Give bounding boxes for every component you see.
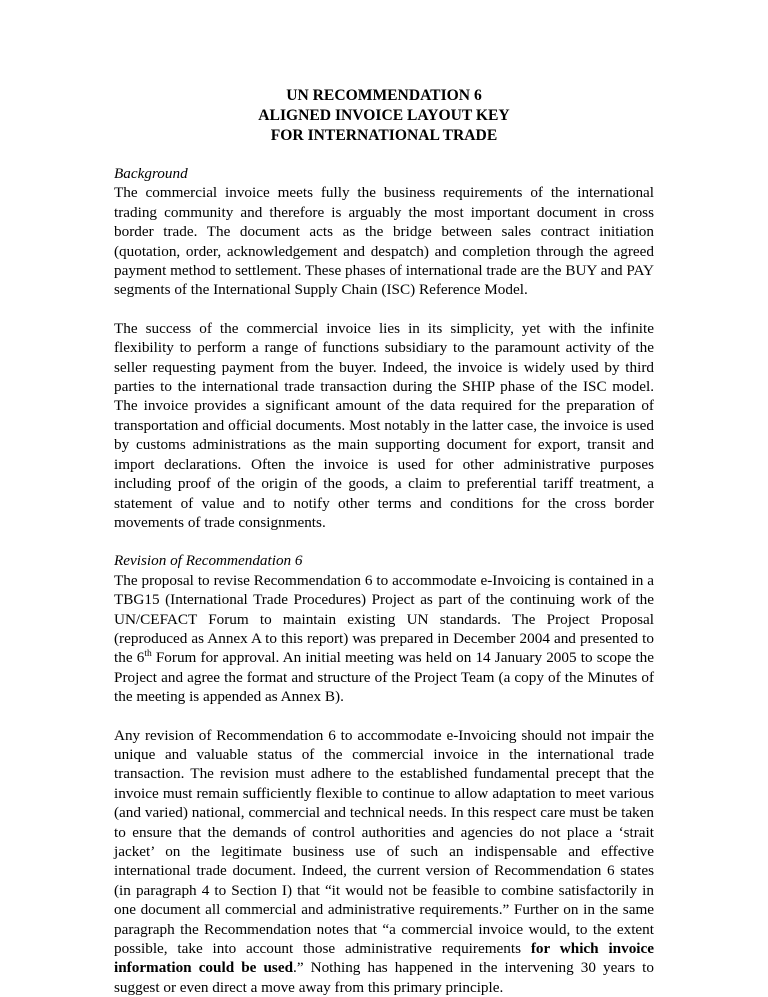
title-line-2: ALIGNED INVOICE LAYOUT KEY bbox=[258, 107, 510, 124]
revision-paragraph-2-emphasis: for which invoice information could be used bbox=[114, 940, 654, 977]
background-paragraph-2: The success of the commercial invoice lies in its simplicity, yet with the infinite flexibility to perform a range of functions subsidiary to the paramount activity of the seller requesting payment from the buyer. Indeed, the invoice is widely used by third parties to the international trade transaction during the SHIP phase of the ISC model. The invoice provides a significant amount of the data required for the preparation of transportation and official documents. Most notably in the latter case, the invoice is used by customs administrations as the main supporting document for export, transit and import declarations. Often the invoice is used for other administrative purposes including proof of the origin of the goods, a claim to preferential tariff treatment, a statement of value and to notify other terms and conditions for the cross border movements of trade consignments. bbox=[114, 319, 654, 531]
revision-paragraph-1 bbox=[114, 571, 654, 707]
revision-paragraph-1-text-a: The proposal to revise Recommendation 6 to accommodate e-Invoicing is contained in a TBG15 (International Trade Procedures) Project as part of the continuing work of the UN/CEFACT Forum to maintain existing UN standards. The Project Proposal (reproduced as Annex A to this report) was prepared in December 2004 and presented to the 6 bbox=[114, 571, 654, 667]
revision-paragraph-2 bbox=[114, 726, 654, 997]
revision-paragraph-2-text-b: .” Nothing has happened in the intervening 30 years to suggest or even direct a move away from this primary principle. bbox=[114, 959, 654, 996]
title-line-3: FOR INTERNATIONAL TRADE bbox=[270, 127, 498, 144]
background-paragraph-1: The commercial invoice meets fully the business requirements of the international trading community and therefore is arguably the most important document in cross border trade. The document acts as the bridge between sales contract initiation (quotation, order, acknowledgement and despatch) and completion through the agreed payment method to settlement. These phases of international trade are the BUY and PAY segments of the International Supply Chain (ISC) Reference Model. bbox=[114, 184, 654, 299]
revision-paragraph-2-text-a: Any revision of Recommendation 6 to accommodate e-Invoicing should not impair the unique and valuable status of the commercial invoice in the international trade transaction. The revision must adhere to the established fundamental precept that the invoice must remain sufficiently flexible to continue to allow adaptation to meet various (and varied) national, commercial and technical needs. In this respect care must be taken to ensure that the demands of control authorities and agencies do not place a ‘strait jacket’ on the legitimate business use of such an indispensable and effective international trade document. Indeed, the current version of Recommendation 6 states (in paragraph 4 to Section I) that “it would not be feasible to combine satisfactorily in one document all commercial and administrative requirements.” Further on in the same paragraph the Recommendation notes that “a commercial invoice would, to the extent possible, take into account those administrative requirements bbox=[114, 726, 654, 958]
document-page bbox=[114, 0, 654, 997]
background-heading: Background bbox=[114, 165, 188, 182]
title-line-1: UN RECOMMENDATION 6 bbox=[286, 87, 482, 104]
document-title bbox=[114, 86, 654, 146]
revision-paragraph-1-text-b: Forum for approval. An initial meeting was held on 14 January 2005 to scope the Project and agree the format and structure of the Project Team (a copy of the Minutes of the meeting is appended as Annex B). bbox=[114, 649, 654, 706]
revision-heading: Revision of Recommendation 6 bbox=[114, 552, 303, 570]
ordinal-suffix: th bbox=[144, 649, 152, 660]
